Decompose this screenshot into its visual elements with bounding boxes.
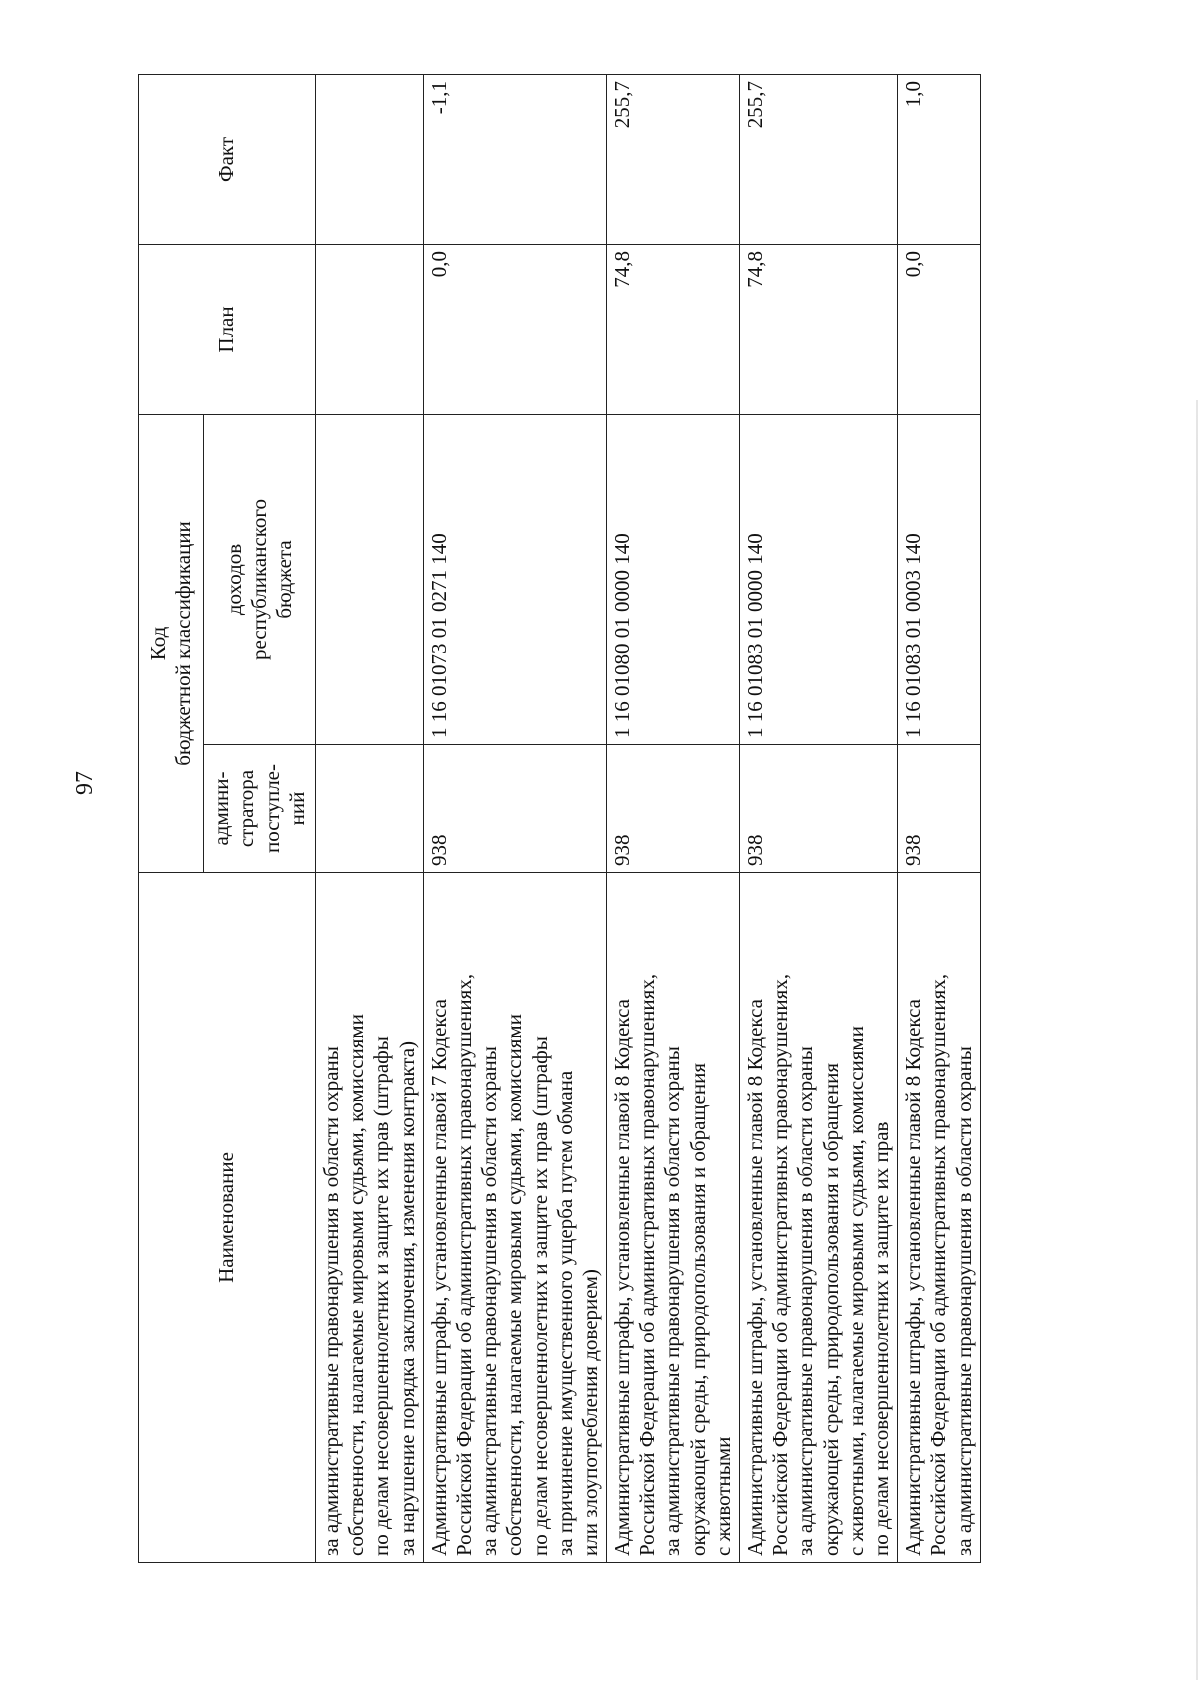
header-code-line: Код (145, 626, 170, 661)
row-name-line: Административные штрафы, установленные главой 8 Кодекса (610, 999, 635, 1556)
row-name-line: или злоупотребления доверием) (577, 1269, 602, 1556)
table-row (607, 74, 740, 1562)
header-income-code-line: республиканского (246, 499, 271, 660)
row-name-line: Российской Федерации об административных правонарушениях, (926, 973, 951, 1556)
row-name-cell (423, 873, 606, 1563)
row-name-line: окружающей среды, природопользования и обращения (685, 1062, 710, 1556)
header-income-code-line: бюджета (272, 540, 297, 619)
row-name-line: собственности, налагаемые мировыми судьями, комиссиями (502, 1014, 527, 1556)
header-administrator (204, 745, 316, 873)
row-plan-value (316, 244, 424, 414)
row-name-cell (740, 873, 898, 1563)
row-name-line: Российской Федерации об административных правонарушениях, (451, 973, 476, 1556)
row-fact-value: 255,7 (607, 74, 740, 244)
row-name-line: за административные правонарушения в области охраны (793, 1046, 818, 1556)
table-row (898, 74, 981, 1562)
header-fact: Факт (139, 74, 316, 244)
row-name-line: Административные штрафы, установленные главой 8 Кодекса (743, 999, 767, 1556)
row-administrator-code: 938 (607, 745, 740, 873)
row-name-line: Российской Федерации об административных правонарушениях, (635, 973, 660, 1556)
row-name-line: за административные правонарушения в области охраны (660, 1046, 685, 1556)
row-name-cell (316, 873, 424, 1563)
row-income-code (316, 414, 424, 744)
row-name-line: Российской Федерации об административных правонарушениях, (768, 973, 793, 1556)
row-administrator-code: 938 (423, 745, 606, 873)
row-plan-value: 0,0 (898, 244, 981, 414)
page-number: 97 (71, 771, 98, 795)
row-name-line: Административные штрафы, установленные главой 8 Кодекса (901, 999, 926, 1556)
row-plan-value: 0,0 (423, 244, 606, 414)
scan-edge-shadow (1196, 400, 1198, 1680)
header-budget-classification-line: бюджетной классификации (171, 521, 195, 766)
row-name-line: с животными, налагаемые мировыми судьями, комиссиями (843, 1026, 868, 1556)
row-fact-value: -1,1 (423, 74, 606, 244)
row-name-line: с животными (710, 1436, 735, 1556)
row-name-cell (898, 873, 981, 1563)
row-income-code: 1 16 01083 01 0003 140 (898, 414, 981, 744)
header-code-group (139, 414, 204, 872)
header-income-code-line: доходов (221, 543, 246, 616)
table-rotation-container (138, 75, 1145, 1563)
header-administrator-line: поступле- (259, 764, 284, 854)
row-name-line: за нарушение порядка заключения, изменения контракта) (394, 1040, 419, 1556)
row-plan-value: 74,8 (740, 244, 898, 414)
row-income-code: 1 16 01083 01 0000 140 (740, 414, 898, 744)
rotated-table-frame (138, 75, 1145, 1563)
row-name-line: по делам несовершеннолетних и защите их прав (штрафы (369, 1036, 394, 1556)
header-administrator-line: админи- (209, 771, 234, 846)
row-name-cell (607, 873, 740, 1563)
table-row (740, 74, 898, 1562)
row-income-code: 1 16 01080 01 0000 140 (607, 414, 740, 744)
row-name-line: за административные правонарушения в области охраны (477, 1046, 502, 1556)
row-name-line: по делам несовершеннолетних и защите их прав (868, 1121, 893, 1556)
table-row (316, 74, 424, 1562)
row-name-line: за административные правонарушения в области охраны (951, 1046, 976, 1556)
row-name-line: за причинение имущественного ущерба путем обмана (552, 1070, 577, 1556)
row-fact-value: 1,0 (898, 74, 981, 244)
row-fact-value: 255,7 (740, 74, 898, 244)
row-name-line: окружающей среды, природопользования и обращения (818, 1062, 843, 1556)
row-name-line: Административные штрафы, установленные главой 7 Кодекса (426, 999, 451, 1556)
row-name-line: за административные правонарушения в области охраны (319, 1046, 343, 1556)
row-income-code: 1 16 01073 01 0271 140 (423, 414, 606, 744)
row-plan-value: 74,8 (607, 244, 740, 414)
row-administrator-code (316, 745, 424, 873)
header-income-code (204, 414, 316, 744)
header-plan: План (139, 244, 316, 414)
header-administrator-line: ний (284, 791, 309, 826)
header-name: Наименование (139, 873, 316, 1563)
header-administrator-line: стратора (234, 769, 259, 848)
row-name-line: собственности, налагаемые мировыми судьями, комиссиями (344, 1014, 369, 1556)
row-name-line: по делам несовершеннолетних и защите их прав (штрафы (527, 1036, 552, 1556)
row-fact-value (316, 74, 424, 244)
table-row (423, 74, 606, 1562)
row-administrator-code: 938 (898, 745, 981, 873)
row-administrator-code: 938 (740, 745, 898, 873)
budget-revenue-table (138, 74, 981, 1563)
